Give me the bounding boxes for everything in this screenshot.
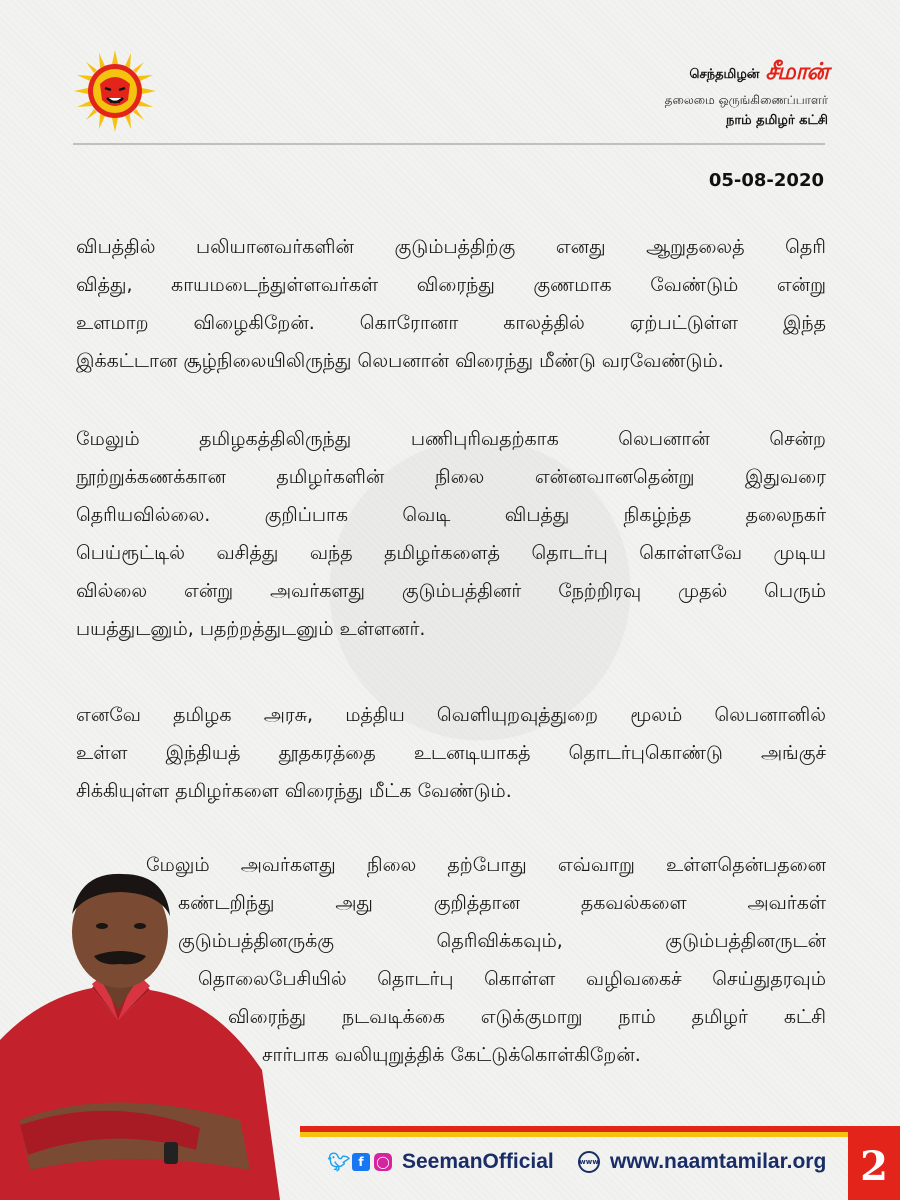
text-line: சார்பாக வலியுறுத்திக் கேட்டுக்கொள்கிறேன். bbox=[262, 1044, 641, 1066]
letterhead-brand bbox=[665, 60, 828, 129]
brand-name: சீமான் bbox=[765, 58, 828, 85]
text-line: எனவே தமிழக அரசு, மத்திய வெளியுறவுத்துறை மூலம் லெபனானில் bbox=[76, 704, 826, 726]
text-line: விரைந்து நடவடிக்கை எடுக்குமாறு நாம் தமிழர் கட்சி bbox=[228, 1006, 826, 1028]
text-line: நூற்றுக்கணக்கான தமிழர்களின் நிலை என்னவானதென்று இதுவரை bbox=[76, 466, 826, 488]
website-link[interactable] bbox=[578, 1150, 826, 1174]
social-handle[interactable]: SeemanOfficial bbox=[402, 1150, 554, 1173]
brand-title: தலைமை ஒருங்கிணைப்பாளர் bbox=[664, 93, 828, 107]
social-links bbox=[327, 1150, 554, 1174]
text-line: கண்டறிந்து அது குறித்தான தகவல்களை அவர்கள் bbox=[178, 892, 826, 914]
text-line: பயத்துடனும், பதற்றத்துடனும் உள்ளனர். bbox=[76, 618, 426, 640]
footer-yellow-band bbox=[300, 1132, 848, 1137]
paragraph-1 bbox=[76, 228, 826, 380]
text-line: பெய்ரூட்டில் வசித்து வந்த தமிழர்களைத் தொடர்பு கொள்ளவே முடிய bbox=[76, 542, 826, 564]
globe-icon: www bbox=[578, 1151, 600, 1173]
text-line: வித்து, காயமடைந்துள்ளவர்கள் விரைந்து குணமாக வேண்டும் என்று bbox=[76, 274, 826, 296]
instagram-icon[interactable]: ◯ bbox=[374, 1153, 392, 1171]
text-line: சிக்கியுள்ள தமிழர்களை விரைந்து மீட்க வேண்டும். bbox=[76, 780, 512, 802]
twitter-icon[interactable]: 🐦︎ bbox=[327, 1151, 351, 1173]
header-divider bbox=[73, 143, 825, 145]
brand-prefix: செந்தமிழன் bbox=[689, 67, 760, 82]
text-line: விபத்தில் பலியானவர்களின் குடும்பத்திற்கு எனது ஆறுதலைத் தெரி bbox=[76, 236, 826, 258]
text-line: உள்ள இந்தியத் தூதகரத்தை உடனடியாகத் தொடர்புகொண்டு அங்குச் bbox=[76, 742, 826, 764]
text-line: மேலும் அவர்களது நிலை தற்போது எவ்வாறு உள்ளதென்பதனை bbox=[146, 854, 826, 876]
text-line: தெரியவில்லை. குறிப்பாக வெடி விபத்து நிகழ்ந்த தலைநகர் bbox=[76, 504, 826, 526]
text-line: மேலும் தமிழகத்திலிருந்து பணிபுரிவதற்காக லெபனான் சென்ற bbox=[76, 428, 826, 450]
leader-portrait bbox=[0, 870, 290, 1200]
page-number: 2 bbox=[848, 1132, 900, 1200]
letter-date: 05-08-2020 bbox=[708, 170, 824, 191]
paragraph-3 bbox=[76, 696, 826, 810]
text-line: இக்கட்டான சூழ்நிலையிலிருந்து லெபனான் விரைந்து மீண்டு வரவேண்டும். bbox=[76, 350, 724, 372]
paragraph-2 bbox=[76, 420, 826, 648]
text-line: குடும்பத்தினருக்கு தெரிவிக்கவும், குடும்பத்தினருடன் bbox=[178, 930, 826, 952]
text-line: வில்லை என்று அவர்களது குடும்பத்தினர் நேற்றிரவு முதல் பெரும் bbox=[76, 580, 826, 602]
party-name: நாம் தமிழர் கட்சி bbox=[725, 113, 828, 128]
website-url[interactable]: www.naamtamilar.org bbox=[610, 1150, 827, 1173]
text-line: உளமாற விழைகிறேன். கொரோனா காலத்தில் ஏற்பட்டுள்ள இந்த bbox=[76, 312, 826, 334]
tiger-emblem-icon bbox=[74, 50, 156, 132]
text-line: தொலைபேசியில் தொடர்பு கொள்ள வழிவகைச் செய்துதரவும் bbox=[198, 968, 826, 990]
facebook-icon[interactable]: f bbox=[352, 1153, 370, 1171]
